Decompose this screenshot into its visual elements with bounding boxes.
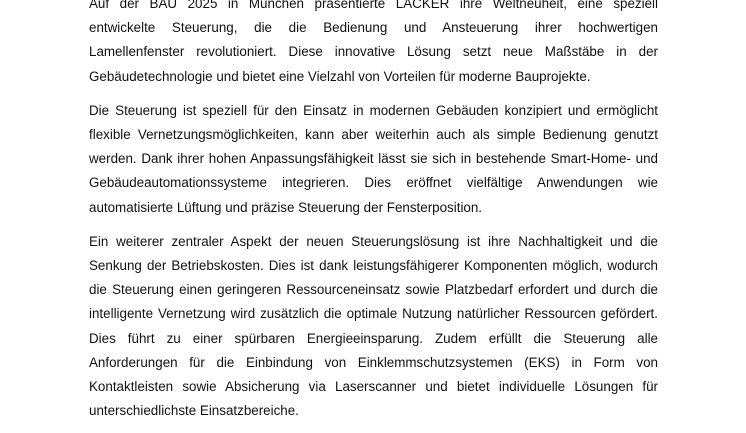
text-line: automatisierte Lüftung und präzise Steuerung der Fensterposition. <box>89 199 483 215</box>
document-body <box>89 0 658 433</box>
text-line: unterschiedlichste Einsatzbereiche. <box>89 403 299 419</box>
text-line: die Steuerung einen geringeren Ressourceneinsatz sowie Platzbedarf erfordert und durch die <box>89 282 658 298</box>
text-line: Lamellenfenster revolutioniert. Diese innovative Lösung setzt neue Maßstäbe in der <box>89 44 658 60</box>
text-line: werden. Dank ihrer hohen Anpassungsfähigkeit lässt sie sich in bestehende Smart-Home- und <box>89 151 658 167</box>
text-line: intelligente Vernetzung wird zusätzlich die optimale Nutzung natürlicher Ressourcen gefördert. <box>89 306 658 322</box>
text-line: Senkung der Betriebskosten. Dies ist dank leistungsfähigerer Komponenten möglich, wodurch <box>89 258 658 274</box>
text-line: flexible Vernetzungsmöglichkeiten, kann aber weiterhin auch als simple Bedienung genutzt <box>89 127 658 143</box>
text-line: Auf der BAU 2025 in München präsentierte LACKER ihre Weltneuheit, eine speziell <box>89 0 658 11</box>
text-line: Gebäudeautomationssysteme integrieren. Dies eröffnet vielfältige Anwendungen wie <box>89 175 658 191</box>
text-line: entwickelte Steuerung, die die Bedienung und Ansteuerung ihrer hochwertigen <box>89 20 658 36</box>
text-line: Kontaktleisten sowie Absicherung via Laserscanner und bietet individuelle Lösungen für <box>89 379 658 395</box>
text-line: Anforderungen für die Einbindung von Einklemmschutzsystemen (EKS) in Form von <box>89 354 658 370</box>
text-line: Ein weiterer zentraler Aspekt der neuen Steuerungslösung ist ihre Nachhaltigkeit und die <box>89 233 658 249</box>
text-line: Die Steuerung ist speziell für den Einsatz in modernen Gebäuden konzipiert und ermöglicht <box>89 102 658 118</box>
text-line: Dies führt zu einer spürbaren Energieeinsparung. Zudem erfüllt die Steuerung alle <box>89 330 658 346</box>
text-line: Gebäudetechnologie und bietet eine Vielzahl von Vorteilen für moderne Bauprojekte. <box>89 68 591 84</box>
paragraph-3 <box>89 230 658 424</box>
paragraph-1 <box>89 0 658 89</box>
paragraph-2 <box>89 99 658 220</box>
